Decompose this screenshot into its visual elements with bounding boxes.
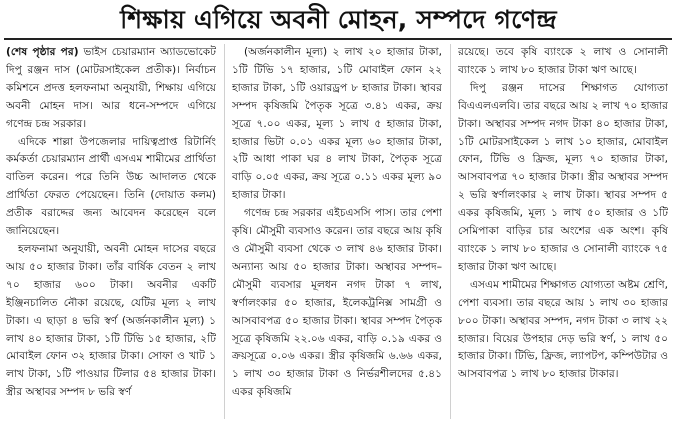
column-1-paragraph-1-text: ভাইস চেয়ারম্যান অ্যাডভোকেট দিপু রঞ্জন দাস (মোটরসাইকেল প্রতীক)। নির্বাচন কমিশনে প্রদত্ত হলফনামা অনুযায়ী, শিক্ষায় এগিয়ে অবনী মোহন দাস। আর ধনে-সম্পদে এগিয়ে গণেন্দ্র চন্দ্র সরকার। bbox=[6, 46, 216, 130]
column-divider bbox=[224, 44, 225, 419]
headline: শিক্ষায় এগিয়ে অবনী মোহন, সম্পদে গণেন্দ্র bbox=[120, 5, 557, 34]
continuation-marker: (শেষ পৃষ্ঠার পর) bbox=[6, 46, 79, 58]
column-1-paragraph-3: হলফনামা অনুযায়ী, অবনী মোহন দাসের বছরে আয় ৫০ হাজার টাকা। তাঁর বার্ষিক বেতন ২ লাখ ৭০ হাজার ৬০০ টাকা। অবনীর একটি ইঞ্জিনচালিত নৌকা রয়েছে, যেটির মূল্য ২ লাখ টাকা। এ ছাড়া ৪ ভরি স্বর্ণ (অর্জনকালীন মূল্য) ১ লাখ ৪০ হাজার টাকা, ১টি টিভি ১৫ হাজার, ২টি মোবাইল ফোন ৩২ হাজার টাকা। সোফা ও খাট ১ লাখ টাকা, ১টি পাওয়ার টিলার ৫৪ হাজার টাকা। স্ত্রীর অস্থাবর সম্পদ ৮ ভরি স্বর্ণ bbox=[6, 242, 216, 399]
column-divider bbox=[450, 44, 451, 419]
column-2-paragraph-2: গণেন্দ্র চন্দ্র সরকার এইচএসসি পাস। তার পেশা কৃষি। মৌসুমী ব্যবসাও করেন। তার বছরে আয় কৃষি ও মৌসুমী ব্যবসা থেকে ৩ লাখ ৪৬ হাজার টাকা। অন্যান্য আয় ৫০ হাজার টাকা। অস্থাবর সম্পদ– মৌসুমী ব্যবসার মূলধন নগদ টাকা ৭ লাখ, স্বর্ণালংকার ৫০ হাজার, ইলেকট্রনিক্স সামগ্রী ও আসবাবপত্র ৫০ হাজার টাকা। স্থাবর সম্পদ পৈতৃক সূত্রে কৃষিজমি ২২.০৬ একর, বাড়ি ০.১৯ একর ও ক্রয়সূত্রে ০.০৬ একর। স্ত্রীর কৃষিজমি ৬.৬৬ একর, ১ লাখ ৩০ হাজার টাকা ও নির্ভরশীলদের ৫.৪১ একর কৃষিজমি bbox=[232, 207, 442, 399]
column-3 bbox=[458, 44, 668, 421]
headline-rule bbox=[4, 38, 672, 40]
column-1-paragraph-1 bbox=[6, 44, 216, 134]
column-3-paragraph-2: দিপু রঞ্জন দাসের শিক্ষাগত যোগ্যতা বিএএলএলবি। তার বছরে আয় ২ লাখ ৭০ হাজার টাকা। অস্থাবর সম্পদ নগদ টাকা ৪০ হাজার টাকা, ১টি মোটরসাইকেল ১ লাখ ১০ হাজার, মোবাইল ফোন, টিভি ও ফ্রিজ, মূল্য ৭০ হাজার টাকা, আসবাবপত্র ৭০ হাজার টাকা। স্ত্রীর অস্থাবর সম্পদ ২ ভরি স্বর্ণালংকার ২ লাখ টাকা। স্থাবর সম্পদ ৫ একর কৃষিজমি, মূল্য ১ লাখ ৫০ হাজার ও ১টি সেমিপাকা বাড়ির চার অংশের এক অংশ। কৃষি ব্যাংকে ১ লাখ ৮০ হাজার ও সোনালী ব্যাংকে ৭৫ হাজার টাকা ঋণ আছে। bbox=[458, 81, 668, 273]
column-3-paragraph-3: এসএম শামীমের শিক্ষাগত যোগ্যতা অষ্টম শ্রেণি, পেশা ব্যবসা। তার বছরে আয় ১ লাখ ৩০ হাজার ৮০০ টাকা। অস্থাবর সম্পদ, নগদ টাকা ৩ লাখ ২২ হাজার। বিয়ের উপহার দেড় ভরি স্বর্ণ, ১ লাখ ৫০ হাজার টাকা। টিভি, ফ্রিজ, ল্যাপটপ, কম্পিউটার ও আসবাবপত্র ১ লাখ ৮০ হাজার টাকার। bbox=[458, 278, 668, 381]
column-1-paragraph-2: এদিকে শাল্লা উপজেলার দায়িত্বপ্রাপ্ত রিটার্নিং কর্মকর্তা চেয়ারম্যান প্রার্থী এসএম শামীমের প্রার্থিতা বাতিল করেন। পরে তিনি উচ্চ আদালত থেকে প্রার্থিতা ফেরত পেয়েছেন। তিনি (দোয়াত কলম) প্রতীক বরাদ্দের জন্য আবেদন করেছেন বলে জানিয়েছেন। bbox=[6, 135, 216, 238]
column-2 bbox=[232, 44, 442, 421]
column-2-paragraph-1: (অর্জনকালীন মূল্য) ২ লাখ ২০ হাজার টাকা, ১টি টিভি ১৭ হাজার, ১টি মোবাইল ফোন ২২ হাজার টাকা, ১টি ওয়ারড্রপ ৮ হাজার টাকা। স্থাবর সম্পদ কৃষিজমি পৈতৃক সূত্রে ৩.৪১ একর, ক্রয় সূত্রে ৭.০০ একর, মূল্য ১ লাখ ৫ হাজার টাকা, হাজার ভিটা ০.০১ একর মূল্য ৬০ হাজার টাকা, ২টি আধা পাকা ঘর ৪ লাখ টাকা, পৈতৃক সূত্রে বাড়ি ০.০৫ একর, ক্রয় সূত্রে ০.১১ একর মূল্য ৯০ হাজার টাকা। bbox=[232, 46, 442, 202]
column-1 bbox=[6, 44, 216, 421]
column-3-paragraph-1: রয়েছে। তবে কৃষি ব্যাংকে ২ লাখ ও সোনালী ব্যাংকে ১ লাখ ৮০ হাজার টাকা ঋণ আছে। bbox=[458, 46, 668, 76]
